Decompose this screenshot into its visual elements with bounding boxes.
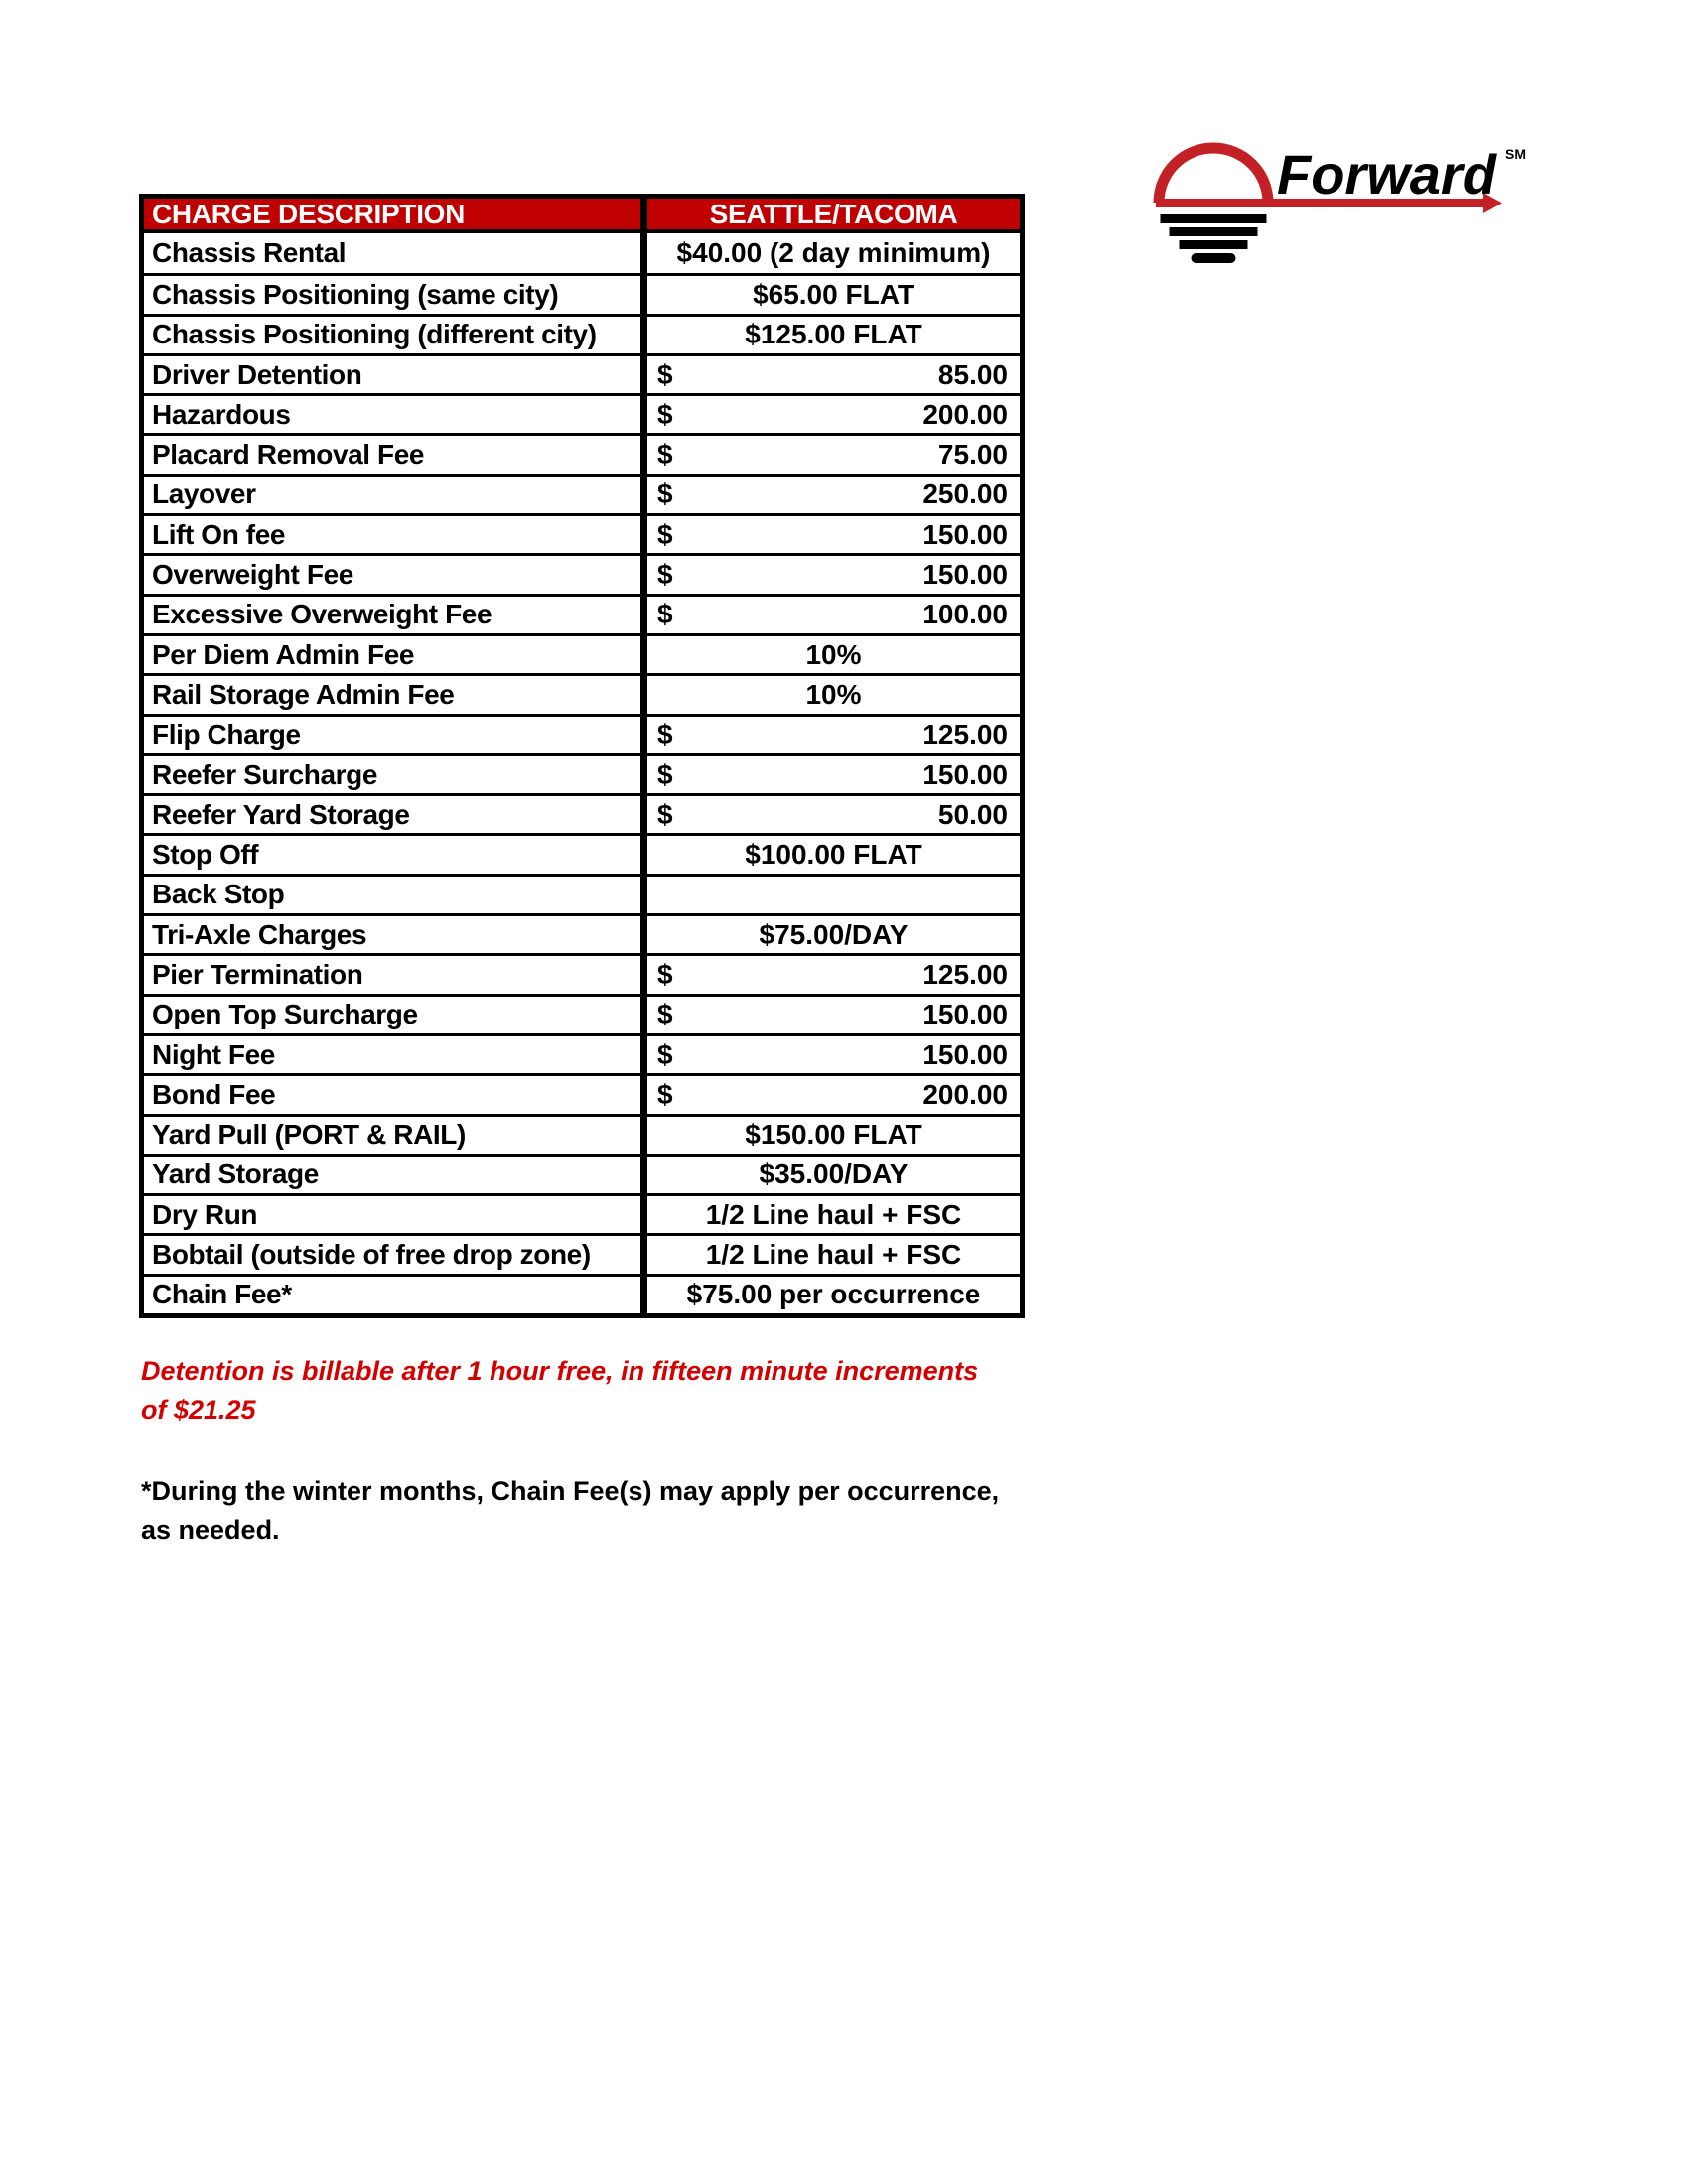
amount: 125.00 xyxy=(922,958,1008,990)
charge-description-cell: Reefer Yard Storage xyxy=(152,798,410,830)
charge-value-cell xyxy=(640,396,1020,433)
table-row xyxy=(144,874,1020,913)
table-row xyxy=(144,953,1020,993)
table-row xyxy=(144,353,1020,393)
charge-value-cell: $125.00 FLAT xyxy=(640,317,1020,353)
table-row xyxy=(144,753,1020,793)
currency-symbol: $ xyxy=(657,758,673,790)
amount: 150.00 xyxy=(922,518,1008,550)
table-row xyxy=(144,314,1020,353)
charge-value-cell: $150.00 FLAT xyxy=(640,1117,1020,1154)
currency-symbol: $ xyxy=(657,798,673,830)
charge-description-cell: Excessive Overweight Fee xyxy=(152,599,492,630)
charge-description-cell: Reefer Surcharge xyxy=(152,758,378,790)
charge-description-cell: Overweight Fee xyxy=(152,559,353,591)
charge-description-cell: Back Stop xyxy=(152,879,285,910)
logo-road-stripes-icon xyxy=(1161,214,1267,263)
charge-value-cell xyxy=(640,997,1020,1033)
charge-description-cell: Open Top Surcharge xyxy=(152,999,418,1030)
table-row xyxy=(144,393,1020,433)
amount: 150.00 xyxy=(922,999,1008,1030)
charge-description-cell: Flip Charge xyxy=(152,719,301,751)
amount: 100.00 xyxy=(922,599,1008,630)
table-row xyxy=(144,474,1020,513)
charge-value-cell xyxy=(640,356,1020,393)
charge-value-cell: 10% xyxy=(640,636,1020,673)
logo-wordmark: Forward xyxy=(1277,143,1496,205)
charge-value-cell xyxy=(640,597,1020,633)
table-row xyxy=(144,1193,1020,1233)
charge-description-cell: Per Diem Admin Fee xyxy=(152,638,415,670)
table-row xyxy=(144,673,1020,713)
currency-symbol: $ xyxy=(657,478,673,510)
amount: 150.00 xyxy=(922,559,1008,591)
currency-symbol: $ xyxy=(657,559,673,591)
charge-description-cell: Placard Removal Fee xyxy=(152,439,425,471)
charges-table-body xyxy=(144,233,1020,1313)
charge-description-cell: Chassis Positioning (different city) xyxy=(152,319,597,350)
table-row xyxy=(144,1233,1020,1273)
table-row xyxy=(144,233,1020,273)
table-row xyxy=(144,433,1020,473)
chain-fee-note xyxy=(141,1472,999,1550)
table-row xyxy=(144,994,1020,1033)
currency-symbol: $ xyxy=(657,999,673,1030)
charge-value-cell: $75.00 per occurrence xyxy=(640,1277,1020,1313)
amount: 125.00 xyxy=(922,719,1008,751)
charge-value-cell xyxy=(640,556,1020,593)
table-row xyxy=(144,714,1020,753)
charge-value-cell xyxy=(640,756,1020,793)
charge-description-cell: Chain Fee* xyxy=(152,1279,292,1310)
currency-symbol: $ xyxy=(657,958,673,990)
charge-description-cell: Tri-Axle Charges xyxy=(152,918,367,950)
charge-value-cell: $35.00/DAY xyxy=(640,1157,1020,1193)
table-row xyxy=(144,793,1020,833)
currency-symbol: $ xyxy=(657,518,673,550)
header-charge-description: CHARGE DESCRIPTION xyxy=(152,198,466,229)
amount: 50.00 xyxy=(937,798,1008,830)
charge-description-cell: Hazardous xyxy=(152,398,291,430)
table-row xyxy=(144,594,1020,633)
charge-description-cell: Pier Termination xyxy=(152,958,363,990)
charge-value-cell xyxy=(640,717,1020,753)
table-row xyxy=(144,1033,1020,1073)
table-row xyxy=(144,1073,1020,1113)
detention-note-line1: Detention is billable after 1 hour free, in fifteen minute increments xyxy=(141,1356,979,1386)
table-row xyxy=(144,273,1020,313)
charge-description-cell: Driver Detention xyxy=(152,358,362,390)
charge-description-cell: Yard Storage xyxy=(152,1159,319,1190)
amount: 200.00 xyxy=(922,398,1008,430)
charge-description-cell: Stop Off xyxy=(152,839,259,871)
charge-value-cell xyxy=(640,1076,1020,1113)
amount: 75.00 xyxy=(937,439,1008,471)
chain-fee-note-line2: as needed. xyxy=(141,1515,280,1545)
charge-value-cell xyxy=(640,477,1020,513)
charge-description-cell: Dry Run xyxy=(152,1198,258,1230)
charge-description-cell: Rail Storage Admin Fee xyxy=(152,678,455,710)
charge-value-cell: $65.00 FLAT xyxy=(640,276,1020,313)
charge-value-cell xyxy=(640,516,1020,553)
charges-table xyxy=(139,194,1025,1318)
charge-value-cell xyxy=(640,877,1020,913)
charge-value-cell: 10% xyxy=(640,676,1020,713)
charge-value-cell xyxy=(640,436,1020,473)
amount: 200.00 xyxy=(922,1078,1008,1110)
amount: 150.00 xyxy=(922,1038,1008,1070)
charge-description-cell: Chassis Positioning (same city) xyxy=(152,278,559,310)
currency-symbol: $ xyxy=(657,599,673,630)
charge-value-cell xyxy=(640,1036,1020,1073)
charge-value-cell: $75.00/DAY xyxy=(640,916,1020,953)
amount: 85.00 xyxy=(937,358,1008,390)
currency-symbol: $ xyxy=(657,1038,673,1070)
charge-value-cell: 1/2 Line haul + FSC xyxy=(640,1236,1020,1273)
charge-description-cell: Chassis Rental xyxy=(152,237,347,269)
chain-fee-note-line1: *During the winter months, Chain Fee(s) may apply per occurrence, xyxy=(141,1476,1000,1506)
currency-symbol: $ xyxy=(657,358,673,390)
currency-symbol: $ xyxy=(657,398,673,430)
charge-value-cell xyxy=(640,956,1020,993)
charge-value-cell xyxy=(640,796,1020,833)
logo-globe-arc-icon xyxy=(1159,148,1268,203)
amount: 250.00 xyxy=(922,478,1008,510)
detention-note-line2: of $21.25 xyxy=(141,1395,256,1425)
table-row xyxy=(144,1274,1020,1313)
forward-logo xyxy=(1150,117,1539,268)
charge-value-cell: $40.00 (2 day minimum) xyxy=(640,233,1020,273)
table-row xyxy=(144,913,1020,953)
currency-symbol: $ xyxy=(657,719,673,751)
table-row xyxy=(144,513,1020,553)
table-header-row xyxy=(144,199,1020,233)
header-seattle-tacoma: SEATTLE/TACOMA xyxy=(640,199,1020,229)
currency-symbol: $ xyxy=(657,1078,673,1110)
table-row xyxy=(144,1114,1020,1154)
currency-symbol: $ xyxy=(657,439,673,471)
charge-description-cell: Bobtail (outside of free drop zone) xyxy=(152,1239,591,1271)
charge-value-cell: $100.00 FLAT xyxy=(640,836,1020,873)
table-row xyxy=(144,833,1020,873)
charge-description-cell: Night Fee xyxy=(152,1038,275,1070)
table-row xyxy=(144,633,1020,673)
charge-description-cell: Lift On fee xyxy=(152,518,286,550)
table-row xyxy=(144,1154,1020,1193)
amount: 150.00 xyxy=(922,758,1008,790)
charge-value-cell: 1/2 Line haul + FSC xyxy=(640,1196,1020,1233)
detention-note xyxy=(141,1352,978,1430)
logo-sm-mark: SM xyxy=(1505,146,1526,162)
table-row xyxy=(144,553,1020,593)
charge-description-cell: Bond Fee xyxy=(152,1078,276,1110)
charge-description-cell: Layover xyxy=(152,478,256,510)
charge-description-cell: Yard Pull (PORT & RAIL) xyxy=(152,1119,466,1151)
